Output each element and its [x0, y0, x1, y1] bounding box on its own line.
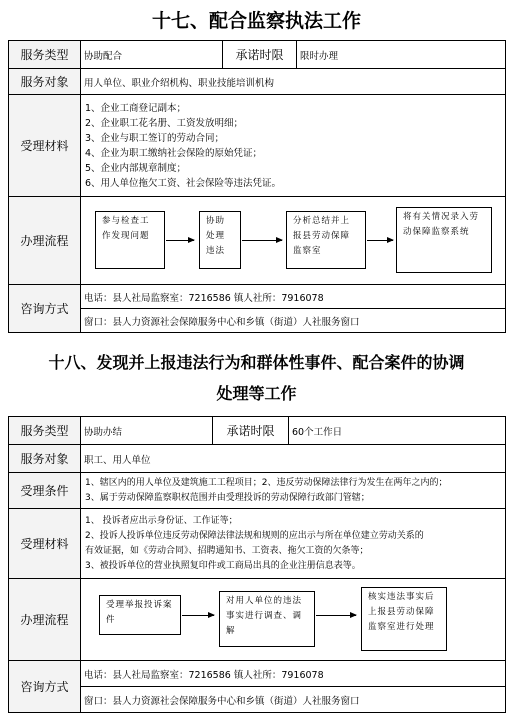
process-label: 办理流程 [9, 579, 81, 661]
list-item: 6、用人单位拖欠工资、社会保险等违法凭证。 [85, 177, 282, 189]
target-value: 用人单位、职业介绍机构、职业技能培训机构 [81, 69, 506, 95]
deadline-value: 60个工作日 [289, 417, 506, 445]
target-label: 服务对象 [9, 69, 81, 95]
flow-arrow [316, 615, 356, 616]
contact-label: 咨询方式 [9, 661, 81, 713]
flow-arrow [166, 240, 194, 241]
contact-phone: 电话：县人社局监察室：7216586 镇人社所：7916078 [81, 661, 506, 687]
list-item: 4、企业为职工缴纳社会保险的原始凭证； [85, 147, 263, 159]
target-value: 职工、用人单位 [81, 445, 506, 473]
process-flow [81, 197, 506, 285]
flow-step: 对用人单位的违法事实进行调查、调解 [219, 591, 315, 647]
list-item: 2、投诉人投诉单位违反劳动保障法律法规和规则的应出示与所在单位建立劳动关系的 [85, 530, 424, 541]
contact-window: 窗口：县人力资源社会保障服务中心和乡镇（街道）人社服务窗口 [81, 687, 506, 713]
service-type-value: 协助办结 [81, 417, 213, 445]
list-item: 3、企业与职工签订的劳动合同； [85, 132, 225, 144]
flow-arrow [242, 240, 282, 241]
list-item: 2、企业职工花名册、工资发放明细； [85, 117, 244, 129]
deadline-value: 限时办理 [297, 41, 506, 69]
list-item: 1、企业工商登记副本； [85, 102, 187, 114]
materials-label: 受理材料 [9, 509, 81, 579]
flow-step: 协助处理违法 [199, 211, 241, 269]
service-type-value: 协助配合 [81, 41, 223, 69]
materials-list [81, 509, 506, 579]
list-item: 3、被投诉单位的营业执照复印件或工商局出具的企业注册信息表等。 [85, 560, 361, 571]
target-label: 服务对象 [9, 445, 81, 473]
list-item: 有效证据，如《劳动合同》、招聘通知书、工资表、拖欠工资的欠条等； [85, 545, 369, 556]
list-item: 3、属于劳动保障监察职权范围并由受理投诉的劳动保障行政部门管辖； [85, 492, 370, 503]
service-type-label: 服务类型 [9, 41, 81, 69]
flow-step: 参与检查工作发现问题 [95, 211, 165, 269]
contact-phone: 电话：县人社局监察室：7216586 镇人社所：7916078 [81, 285, 506, 309]
deadline-label: 承诺时限 [223, 41, 297, 69]
list-item: 5、企业内部规章制度； [85, 162, 187, 174]
deadline-label: 承诺时限 [213, 417, 289, 445]
section17-table [8, 40, 506, 333]
flow-arrow [182, 615, 214, 616]
materials-label: 受理材料 [9, 95, 81, 197]
flow-step: 核实违法事实后上报县劳动保障监察室进行处理 [361, 587, 447, 651]
section18-title-line2: 处理等工作 [216, 384, 297, 403]
contact-window: 窗口：县人力资源社会保障服务中心和乡镇（街道）人社服务窗口 [81, 309, 506, 333]
flow-step: 分析总结并上报县劳动保障监察室 [286, 211, 366, 269]
conditions-list [81, 473, 506, 509]
process-flow [81, 579, 506, 661]
conditions-label: 受理条件 [9, 473, 81, 509]
flow-step: 受理举报投诉案件 [99, 595, 181, 635]
materials-list [81, 95, 506, 197]
list-item: 1、辖区内的用人单位及建筑施工工程项目；2、违反劳动保障法律行为发生在两年之内的； [85, 477, 448, 488]
section18-table [8, 416, 506, 713]
flow-step: 将有关情况录入劳动保障监察系统 [396, 207, 492, 273]
section17-title: 十七、配合监察执法工作 [151, 10, 361, 32]
section18-title-line1: 十八、发现并上报违法行为和群体性事件、配合案件的协调 [48, 353, 465, 372]
process-label: 办理流程 [9, 197, 81, 285]
contact-label: 咨询方式 [9, 285, 81, 333]
service-type-label: 服务类型 [9, 417, 81, 445]
list-item: 1、 投诉者应出示身份证、工作证等； [85, 515, 238, 526]
flow-arrow [367, 240, 393, 241]
